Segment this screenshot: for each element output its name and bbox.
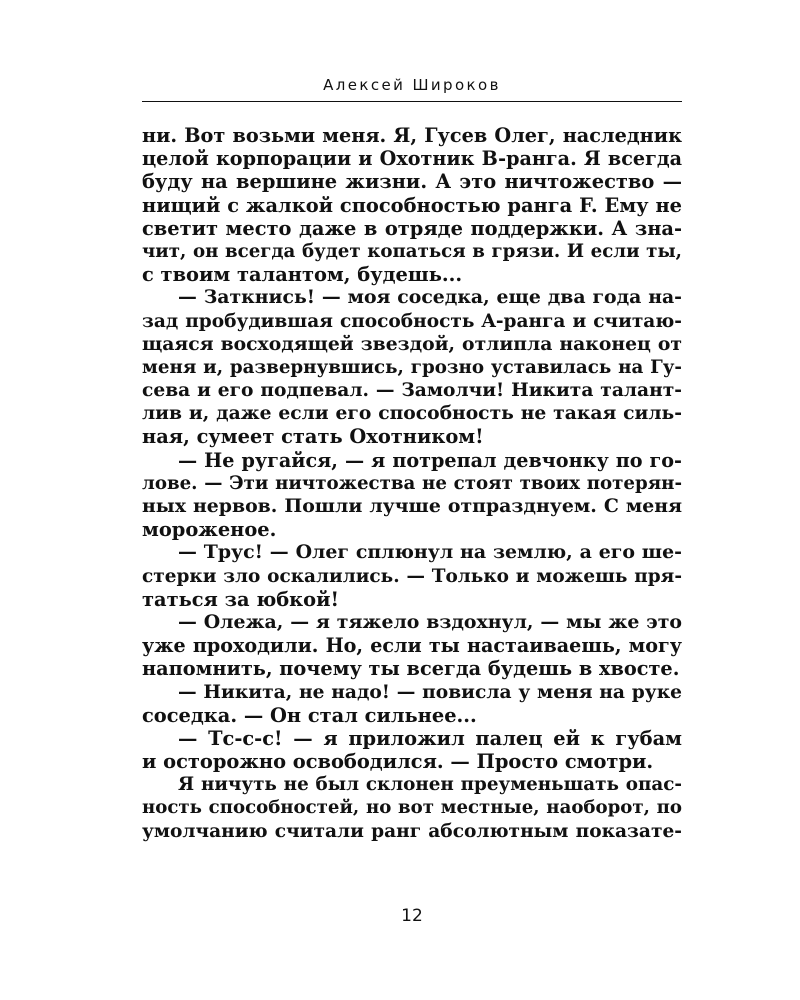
text-line: Я ничуть не был склонен преуменьшать опас- xyxy=(178,774,682,796)
text-line: ная, сумеет стать Охотником! xyxy=(142,425,484,449)
text-line: — Трус! — Олег сплюнул на землю, а его ше- xyxy=(178,541,682,564)
text-line: целой корпорации и Охотник B-ранга. Я всегда xyxy=(142,147,682,171)
text-line: светит место даже в отряде поддержки. А зна- xyxy=(142,216,682,240)
text-line: буду на вершине жизни. А это ничтожество — xyxy=(142,170,682,194)
text-line: умолчанию считали ранг абсолютным показате- xyxy=(142,820,682,842)
text-line: стерки зло оскалились. — Только и можешь пря- xyxy=(142,565,682,587)
body-text xyxy=(142,124,682,843)
text-line: лив и, даже если его способность не такая силь- xyxy=(142,402,682,425)
text-line: сева и его подпевал. — Замолчи! Никита талант- xyxy=(142,380,682,402)
text-line: ных нервов. Пошли лучше отпразднуем. С меня xyxy=(142,495,682,517)
text-line: — Заткнись! — моя соседка, еще два года на- xyxy=(178,286,682,309)
text-line: зад пробудившая способность A-ранга и считаю- xyxy=(142,310,682,332)
text-line: мороженое. xyxy=(142,518,277,542)
text-line: напомнить, почему ты всегда будешь в хвосте. xyxy=(142,657,680,681)
text-line: — Никита, не надо! — повисла у меня на руке xyxy=(178,680,682,703)
text-line: и осторожно освободился. — Просто смотри. xyxy=(142,750,654,774)
text-line: чит, он всегда будет копаться в грязи. И если ты, xyxy=(142,240,682,262)
text-line: уже проходили. Но, если ты настаиваешь, могу xyxy=(142,634,682,658)
text-line: соседка. — Он стал сильнее... xyxy=(142,703,477,727)
page-number: 12 xyxy=(401,906,423,926)
text-line: меня и, развернувшись, грозно уставилась на Гу- xyxy=(142,356,682,378)
text-line: лове. — Эти ничтожества не стоят твоих потерян- xyxy=(142,472,682,494)
text-line: — Не ругайся, — я потрепал девчонку по го- xyxy=(178,448,682,472)
text-line: щаяся восходящей звездой, отлипла наконец от xyxy=(142,332,682,355)
running-head-author: Алексей Широков xyxy=(323,76,501,94)
text-line: ни. Вот возьми меня. Я, Гусев Олег, наследник xyxy=(142,124,682,147)
text-line: — Тс-с-с! — я приложил палец ей к губам xyxy=(178,726,682,750)
text-line: таться за юбкой! xyxy=(142,587,339,611)
text-line: с твоим талантом, будешь... xyxy=(142,263,463,287)
header-rule xyxy=(142,101,682,102)
text-line: — Олежа, — я тяжело вздохнул, — мы же это xyxy=(178,610,682,633)
text-line: ность способностей, но вот местные, наоборот, по xyxy=(142,797,682,819)
text-line: нищий с жалкой способностью ранга F. Ему не xyxy=(142,193,682,217)
